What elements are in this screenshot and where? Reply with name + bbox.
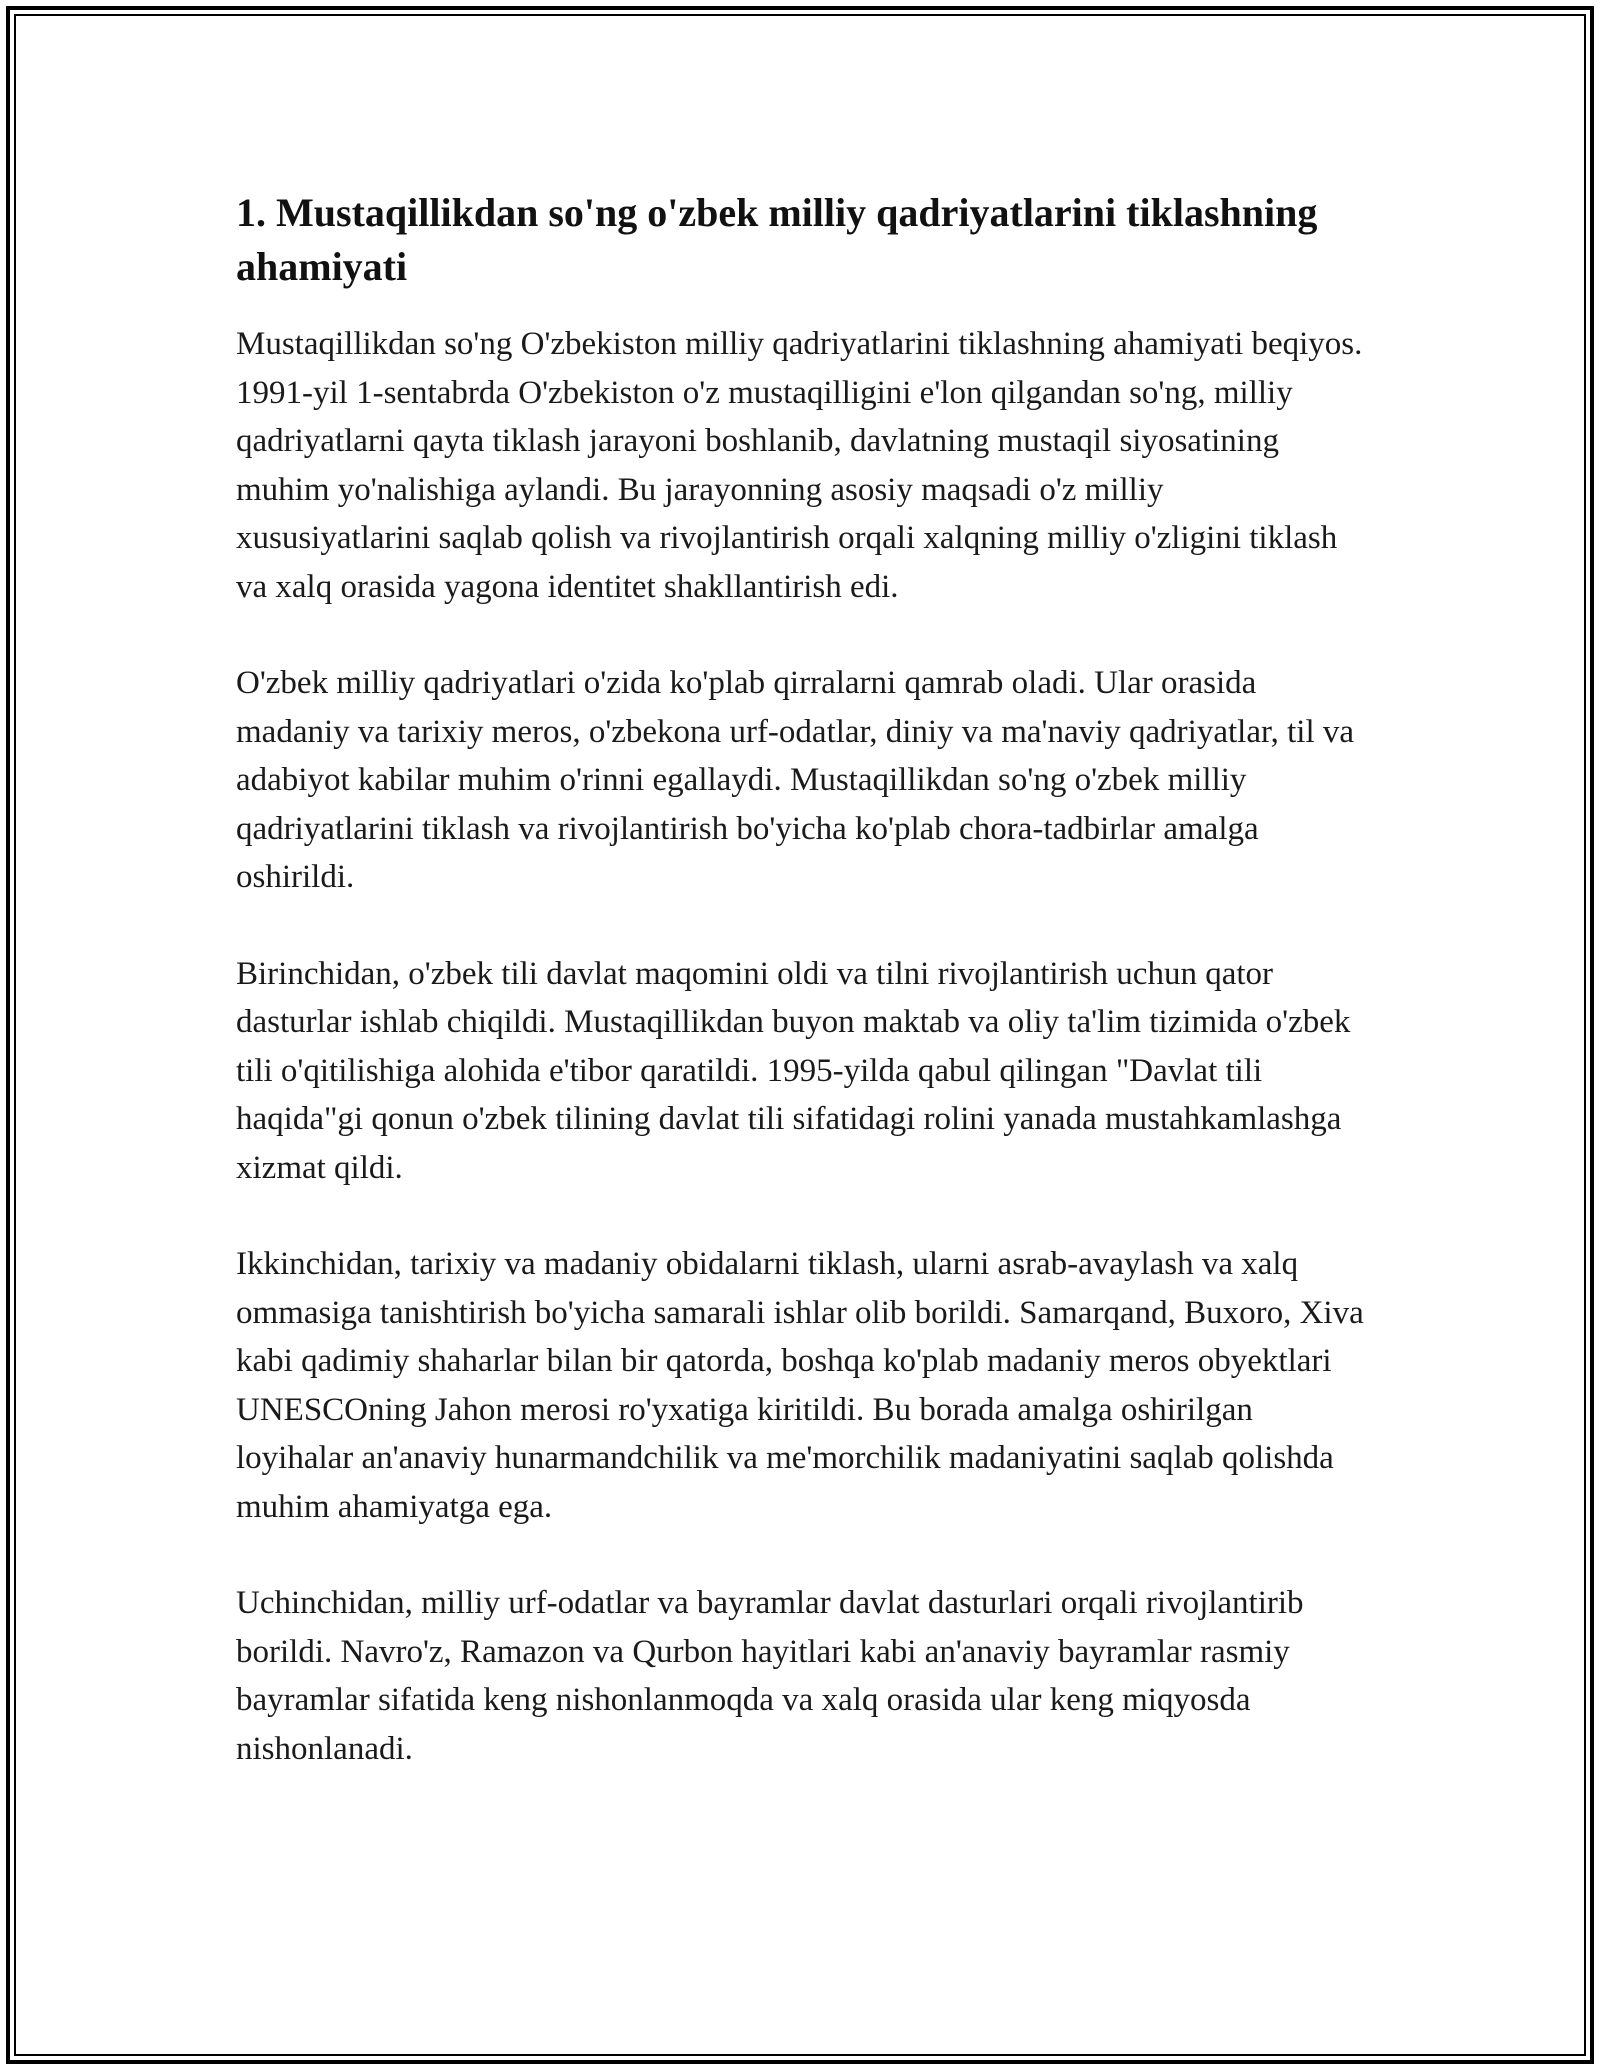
paragraph-third: Uchinchidan, milliy urf-odatlar va bayramlar davlat dasturlari orqali rivojlantirib borildi. Navro'z, Ramazon va Qurbon hayitlari kabi an'anaviy bayramlar rasmiy bayramlar sifatida keng nishonlanmoqda va xalq orasida ular keng miqyosda nishonlanadi. xyxy=(236,1585,1304,1767)
paragraph-intro: Mustaqillikdan so'ng O'zbekiston milliy qadriyatlarini tiklashning ahamiyati beqiyos. 1991-yil 1-sentabrda O'zbekiston o'z mustaqilligini e'lon qilgandan so'ng, milliy qadriyatlarni qayta tiklash jarayoni boshlanib, davlatning mustaqil siyosatining muhim yo'nalishiga aylandi. Bu jarayonning asosiy maqsadi o'z milliy xususiyatlarini saqlab qolish va rivojlantirish orqali xalqning milliy o'zligini tiklash va xalq orasida yagona identitet shakllantirish edi. xyxy=(236,326,1363,605)
paragraph-values: O'zbek milliy qadriyatlari o'zida ko'plab qirralarni qamrab oladi. Ular orasida madaniy va tarixiy meros, o'zbekona urf-odatlar, diniy va ma'naviy qadriyatlar, til va adabiyot kabilar muhim o'rinni egallaydi. Mustaqillikdan so'ng o'zbek milliy qadriyatlarini tiklash va rivojlantirish bo'yicha ko'plab chora-tadbirlar amalga oshirildi. xyxy=(236,665,1355,895)
document-body xyxy=(236,186,1366,1821)
section-title: 1. Mustaqillikdan so'ng o'zbek milliy qadriyatlarini tiklashning ahamiyati xyxy=(236,190,1318,289)
paragraph-first: Birinchidan, o'zbek tili davlat maqomini oldi va tilni rivojlantirish uchun qator dasturlar ishlab chiqildi. Mustaqillikdan buyon maktab va oliy ta'lim tizimida o'zbek tili o'qitilishiga alohida e'tibor qaratildi. 1995-yilda qabul qilingan "Davlat tili haqida"gi qonun o'zbek tilining davlat tili sifatidagi rolini yanada mustahkamlashga xizmat qildi. xyxy=(236,955,1351,1186)
paragraph-second: Ikkinchidan, tarixiy va madaniy obidalarni tiklash, ularni asrab-avaylash va xalq ommasiga tanishtirish bo'yicha samarali ishlar olib borildi. Samarqand, Buxoro, Xiva kabi qadimiy shaharlar bilan bir qatorda, boshqa ko'plab madaniy meros obyektlari UNESCOning Jahon merosi ro'yxatiga kiritildi. Bu borada amalga oshirilgan loyihalar an'anaviy hunarmandchilik va me'morchilik madaniyatini saqlab qolishda muhim ahamiyatga ega. xyxy=(236,1246,1364,1525)
